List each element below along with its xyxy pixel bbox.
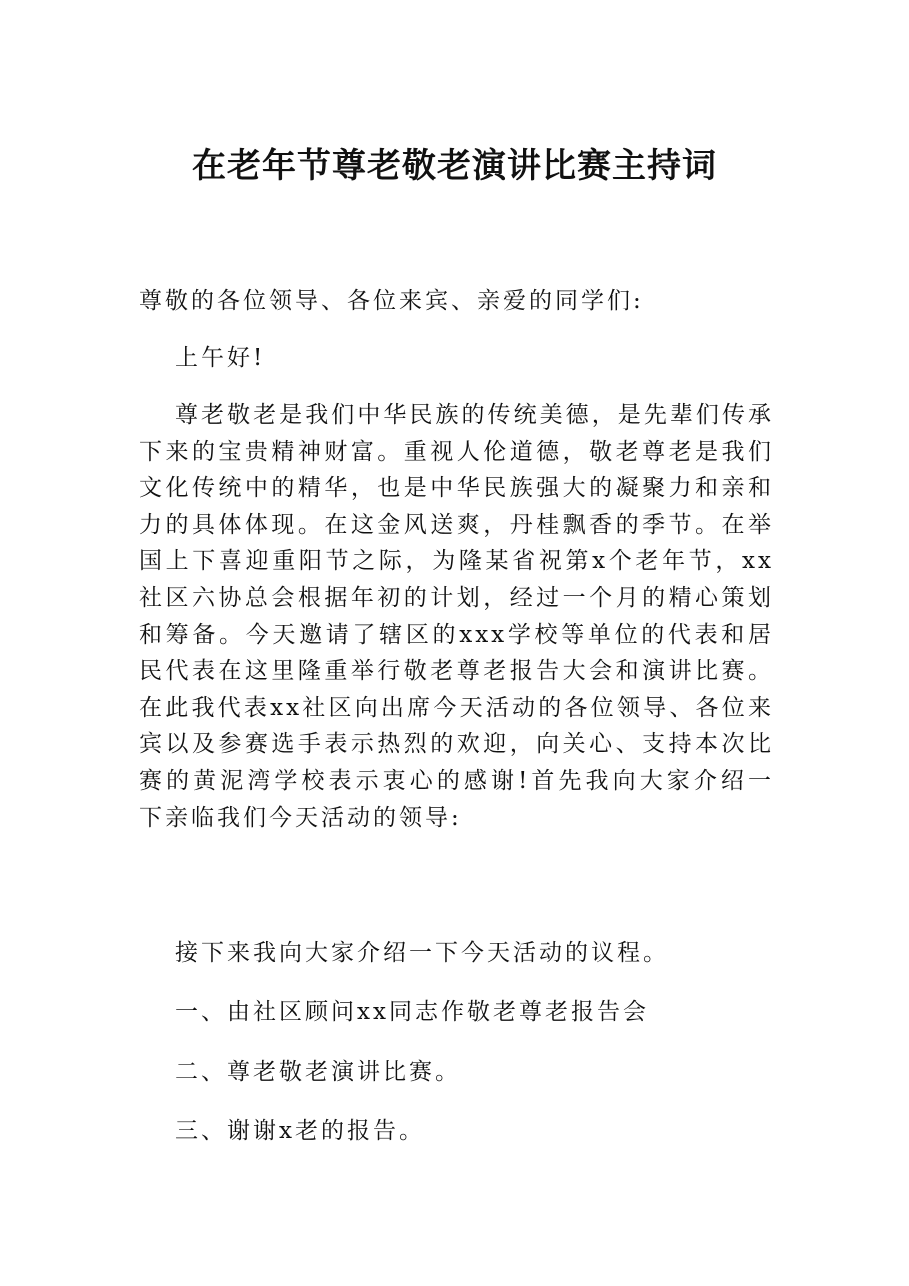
agenda-item: 二、尊老敬老演讲比赛。 xyxy=(175,1059,461,1085)
agenda-intro: 接下来我向大家介绍一下今天活动的议程。 xyxy=(175,940,669,966)
main-paragraph: 尊老敬老是我们中华民族的传统美德，是先辈们传承下来的宝贵精神财富。重视人伦道德，敬老尊老是我们文化传统中的精华，也是中华民族强大的凝聚力和亲和力的具体体现。在这金风送爽，丹桂飘香的季节。在举国上下喜迎重阳节之际，为隆某省祝第x个老年节，xx社区六协总会根据年初的计划，经过一个月的精心策划和筹备。今天邀请了辖区的xxx学校等单位的代表和居民代表在这里隆重举行敬老尊老报告大会和演讲比赛。在此我代表xx社区向出席今天活动的各位领导、各位来宾以及参赛选手表示热烈的欢迎，向关心、支持本次比赛的黄泥湾学校表示衷心的感谢!首先我向大家介绍一下亲临我们今天活动的领导: xyxy=(139,402,774,831)
greeting: 上午好! xyxy=(175,345,266,371)
agenda-item: 一、由社区顾问xx同志作敬老尊老报告会 xyxy=(175,999,649,1025)
agenda-item: 三、谢谢x老的报告。 xyxy=(175,1118,425,1144)
document-title: 在老年节尊老敬老演讲比赛主持词 xyxy=(192,146,717,186)
salutation: 尊敬的各位领导、各位来宾、亲爱的同学们: xyxy=(139,288,644,314)
